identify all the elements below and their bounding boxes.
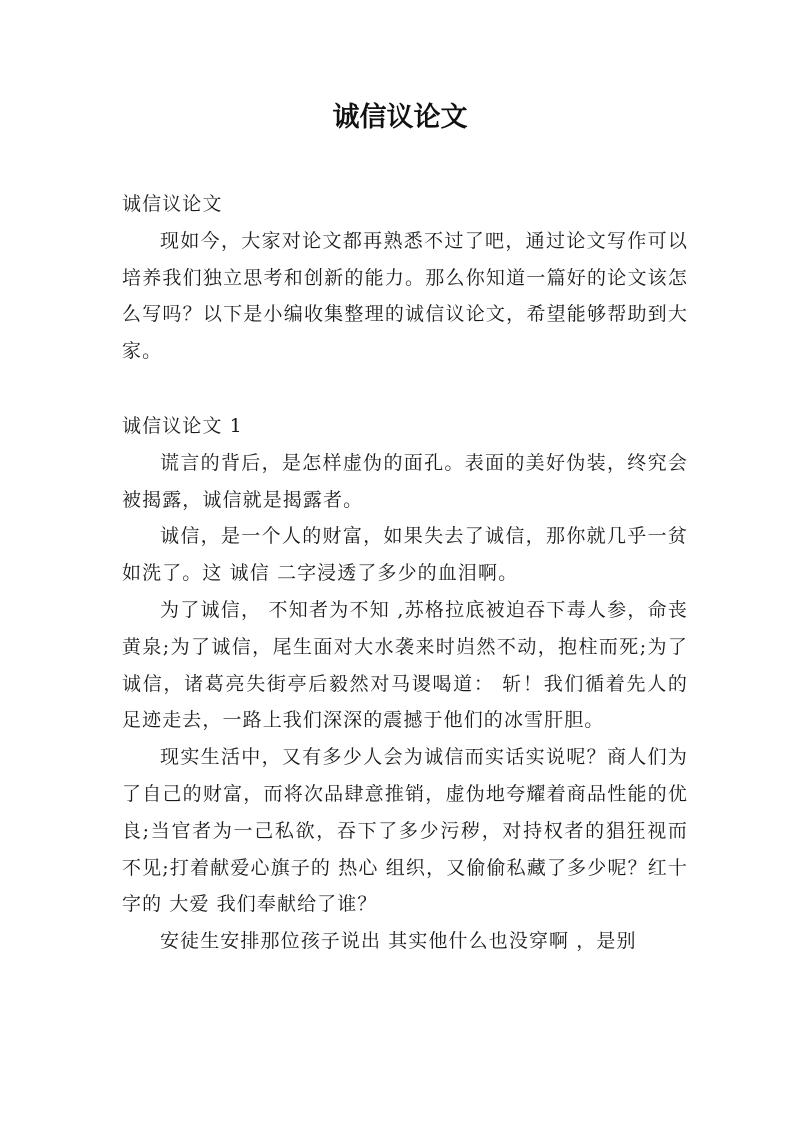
body-paragraph: 谎言的背后，是怎样虚伪的面孔。表面的美好伪装，终究会被揭露，诚信就是揭露者。 xyxy=(122,451,688,511)
body-paragraph: 诚信，是一个人的财富，如果失去了诚信，那你就几乎一贫如洗了。这 诚信 二字浸透了多少的血泪啊。 xyxy=(122,525,688,585)
body-paragraph: 安徒生安排那位孩子说出 其实他什么也没穿啊 ，是别 xyxy=(160,930,637,953)
intro-heading: 诚信议论文 xyxy=(122,193,223,215)
document-body xyxy=(122,186,688,960)
section-heading: 诚信议论文 1 xyxy=(122,414,243,437)
intro-paragraph: 现如今，大家对论文都再熟悉不过了吧，通过论文写作可以培养我们独立思考和创新的能力。那么你知道一篇好的论文该怎么写吗？以下是小编收集整理的诚信议论文，希望能够帮助到大家。 xyxy=(122,229,688,363)
body-paragraph: 现实生活中，又有多少人会为诚信而实话实说呢？商人们为了自己的财富，而将次品肆意推销，虚伪地夸耀着商品性能的优良;当官者为一己私欲，吞下了多少污秽，对持权者的猖狂视而不见;打着献爱心旗子的 热心 组织，又偷偷私藏了多少呢？红十字的 大爱 我们奉献给了谁？ xyxy=(122,746,688,916)
document-title: 诚信议论文 xyxy=(332,102,468,133)
section-spacer xyxy=(122,370,688,408)
body-paragraph: 为了诚信， 不知者为不知 ,苏格拉底被迫吞下毒人参，命丧黄泉;为了诚信，尾生面对大水袭来时岿然不动，抱柱而死;为了诚信，诸葛亮失街亭后毅然对马谡喝道： 斩！我们循着先人的足迹走去，一路上我们深深的震撼于他们的冰雪肝胆。 xyxy=(122,598,688,732)
